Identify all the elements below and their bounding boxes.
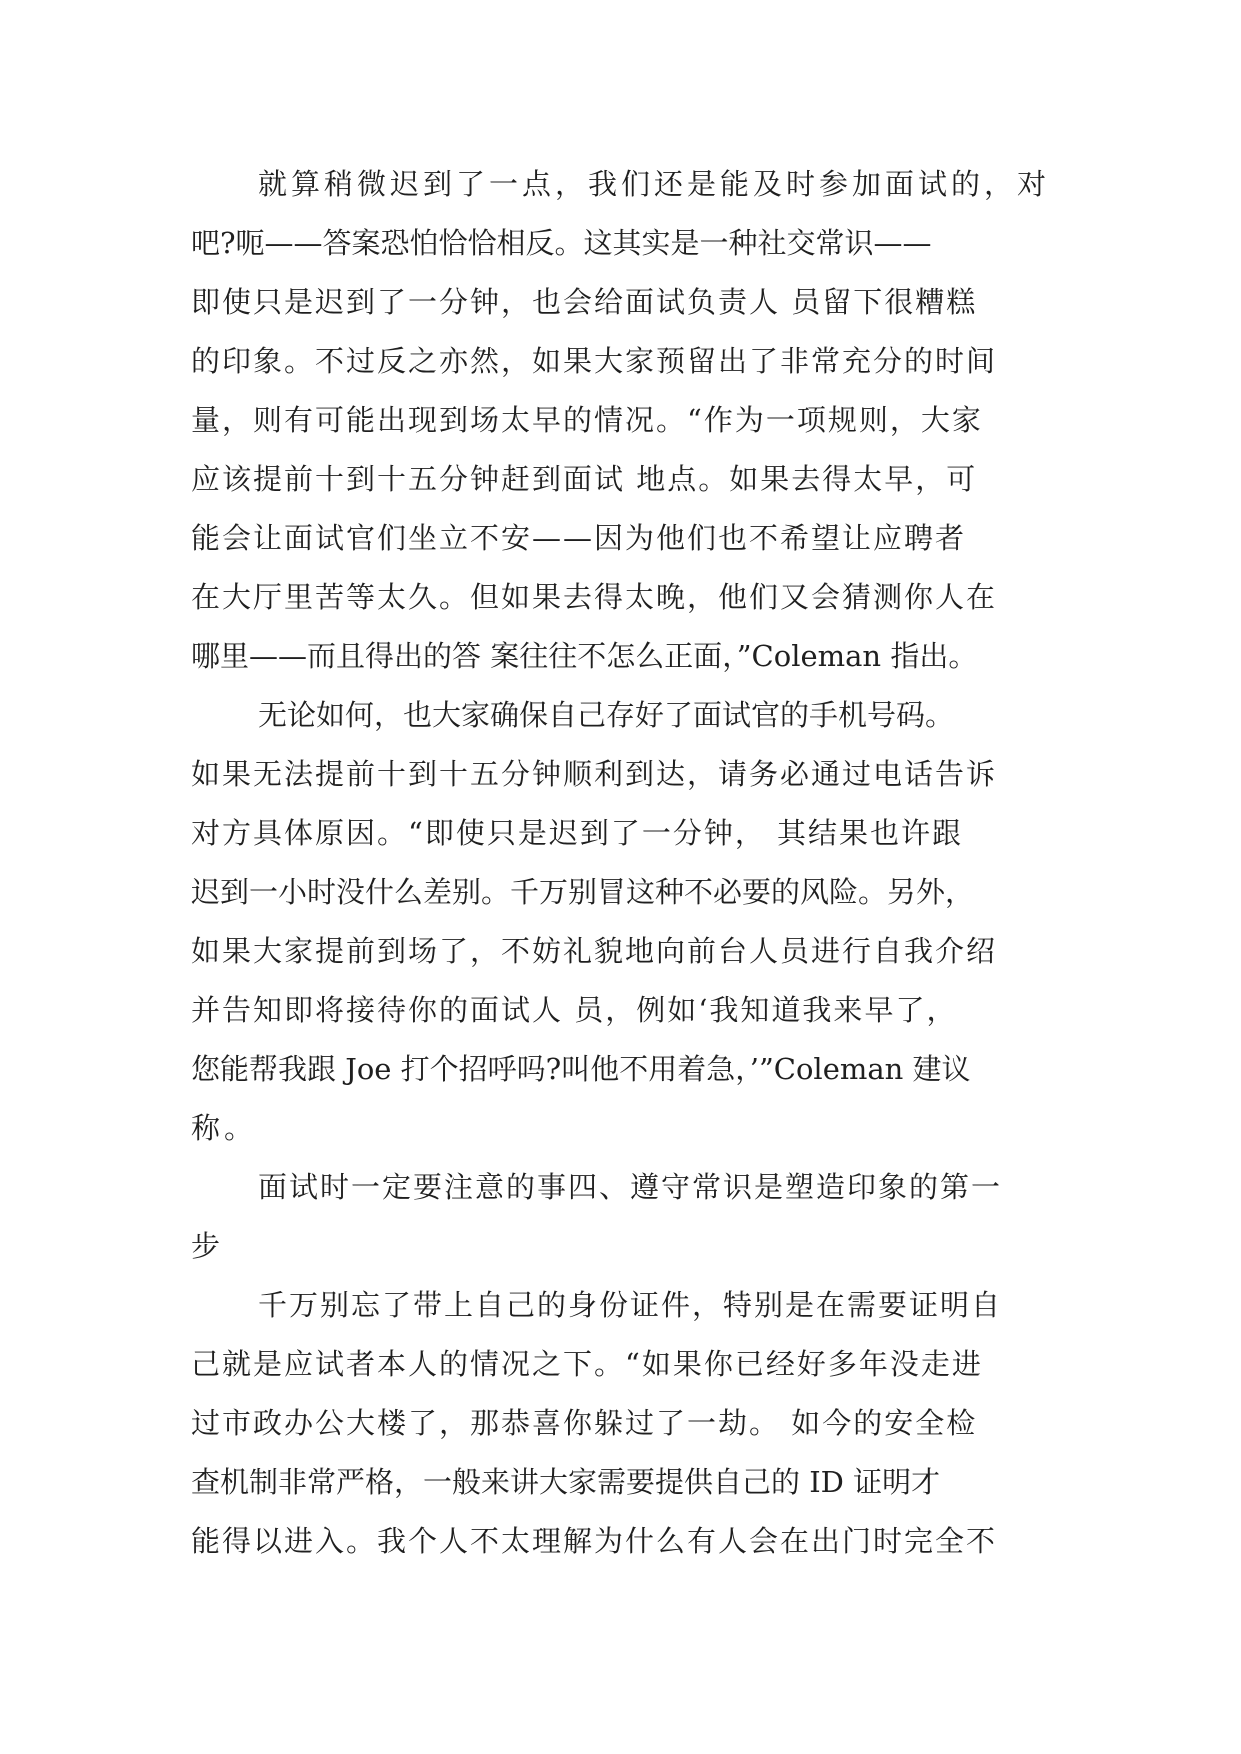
text-line: 如果无法提前十到十五分钟顺利到达，请务必通过电话告诉 xyxy=(191,757,998,791)
paragraph-punctuality xyxy=(191,155,1071,686)
text-line: 并告知即将接待你的面试人 员，例如‘我知道我来早了， xyxy=(191,993,958,1027)
text-line: 即使只是迟到了一分钟，也会给面试负责人 员留下很糟糕 xyxy=(191,285,978,319)
text-line: 千万别忘了带上自己的身份证件，特别是在需要证明自 xyxy=(258,1288,1003,1322)
text-line: 吧?呃——答案恐怕恰恰相反。这其实是一种社交常识—— xyxy=(191,226,932,260)
paragraph-heading-four xyxy=(191,1158,1071,1276)
text-line: 称。 xyxy=(191,1111,258,1145)
text-line: 就算稍微迟到了一点，我们还是能及时参加面试的，对 xyxy=(258,167,1051,201)
text-line: 过市政办公大楼了，那恭喜你躲过了一劫。 如今的安全检 xyxy=(191,1406,978,1440)
text-line: 哪里——而且得出的答 案往往不怎么正面，”Coleman 指出。 xyxy=(191,639,978,673)
document-body xyxy=(191,155,1071,1571)
text-line: 能得以进入。我个人不太理解为什么有人会在出门时完全不 xyxy=(191,1524,998,1558)
text-line: 步 xyxy=(191,1229,225,1263)
text-line: 迟到一小时没什么差别。千万别冒这种不必要的风险。另外， xyxy=(191,875,975,909)
text-line: 面试时一定要注意的事四、遵守常识是塑造印象的第一 xyxy=(258,1170,1003,1204)
text-line: 您能帮我跟 Joe 打个招呼吗?叫他不用着急，’”Coleman 建议 xyxy=(191,1052,971,1086)
text-line: 应该提前十到十五分钟赶到面试 地点。如果去得太早，可 xyxy=(191,462,978,496)
text-line: 的印象。不过反之亦然，如果大家预留出了非常充分的时间 xyxy=(191,344,998,378)
text-line: 在大厅里苦等太久。但如果去得太晚，他们又会猜测你人在 xyxy=(191,580,998,614)
text-line: 己就是应试者本人的情况之下。“如果你已经好多年没走进 xyxy=(191,1347,983,1381)
text-line: 量，则有可能出现到场太早的情况。“作为一项规则，大家 xyxy=(191,403,983,437)
text-line: 如果大家提前到场了，不妨礼貌地向前台人员进行自我介绍 xyxy=(191,934,998,968)
text-line: 能会让面试官们坐立不安——因为他们也不希望让应聘者 xyxy=(191,521,967,555)
text-line: 无论如何，也大家确保自己存好了面试官的手机号码。 xyxy=(258,698,955,732)
text-line: 查机制非常严格，一般来讲大家需要提供自己的 ID 证明才 xyxy=(191,1465,941,1499)
paragraph-id-card xyxy=(191,1276,1071,1571)
paragraph-phone-number xyxy=(191,686,1071,1158)
text-line: 对方具体原因。“即使只是迟到了一分钟， 其结果也许跟 xyxy=(191,816,964,850)
